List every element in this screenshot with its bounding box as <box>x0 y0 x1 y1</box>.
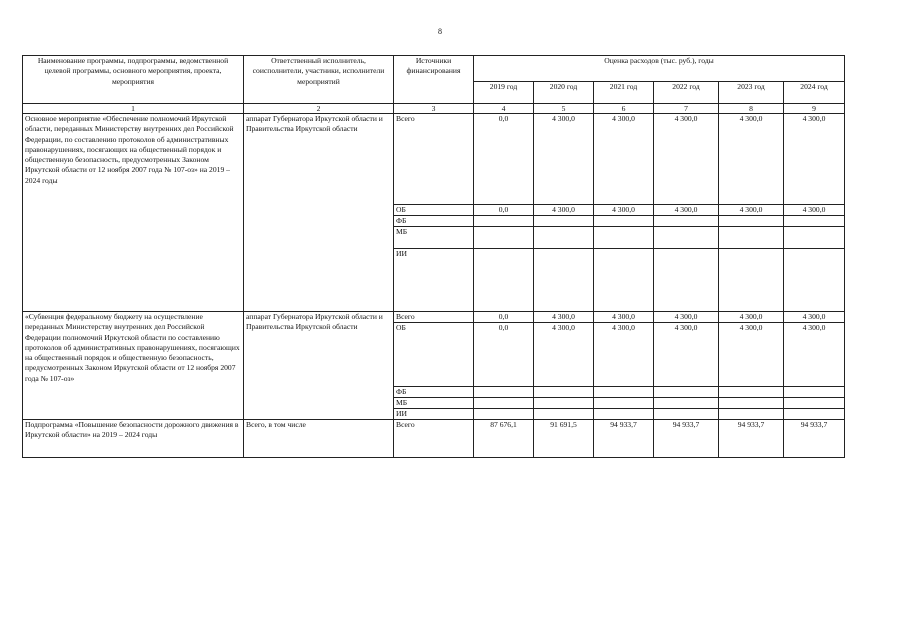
header-estimate: Оценка расходов (тыс. руб.), годы <box>474 56 845 82</box>
header-executor: Ответственный исполнитель, соисполнители, участники, исполнители мероприятий <box>244 56 394 104</box>
value-cell <box>474 409 534 420</box>
value-cell: 4 300,0 <box>534 323 594 387</box>
value-cell: 4 300,0 <box>594 114 654 205</box>
source-label: Всего <box>394 420 474 458</box>
source-label: Всего <box>394 114 474 205</box>
value-cell: 4 300,0 <box>719 312 784 323</box>
row-name: Подпрограмма «Повышение безопасности дорожного движения в Иркутской области» на 2019 – 2024 годы <box>23 420 244 458</box>
source-label: Всего <box>394 312 474 323</box>
value-cell: 4 300,0 <box>594 312 654 323</box>
value-cell: 0,0 <box>474 205 534 216</box>
value-cell <box>784 227 845 249</box>
source-label: ФБ <box>394 387 474 398</box>
value-cell <box>719 387 784 398</box>
header-year: 2019 год <box>474 82 534 104</box>
value-cell: 4 300,0 <box>784 205 845 216</box>
value-cell <box>534 409 594 420</box>
value-cell: 4 300,0 <box>784 312 845 323</box>
value-cell: 4 300,0 <box>534 312 594 323</box>
value-cell: 94 933,7 <box>719 420 784 458</box>
value-cell <box>474 227 534 249</box>
source-label: ИИ <box>394 409 474 420</box>
value-cell <box>474 398 534 409</box>
value-cell: 4 300,0 <box>594 205 654 216</box>
value-cell: 4 300,0 <box>654 323 719 387</box>
header-year: 2023 год <box>719 82 784 104</box>
value-cell <box>654 387 719 398</box>
value-cell: 4 300,0 <box>654 114 719 205</box>
column-number: 1 <box>23 104 244 114</box>
column-number: 6 <box>594 104 654 114</box>
value-cell <box>654 216 719 227</box>
row-name: Основное мероприятие «Обеспечение полномочий Иркутской области, переданных Министерству внутренних дел Российской Федерации, по составлению протоколов об административных правонарушениях, посягающих на общественный порядок и общественную безопасность, предусмотренных Законом Иркутской области от 12 ноября 2007 года № 107-оз» на 2019 – 2024 годы <box>23 114 244 312</box>
table-row <box>23 114 845 205</box>
value-cell: 4 300,0 <box>784 114 845 205</box>
value-cell <box>784 387 845 398</box>
value-cell <box>534 216 594 227</box>
value-cell <box>594 409 654 420</box>
value-cell <box>654 409 719 420</box>
header-year: 2022 год <box>654 82 719 104</box>
value-cell: 94 933,7 <box>784 420 845 458</box>
value-cell <box>784 398 845 409</box>
value-cell <box>474 216 534 227</box>
value-cell: 87 676,1 <box>474 420 534 458</box>
column-number: 4 <box>474 104 534 114</box>
value-cell <box>474 387 534 398</box>
value-cell <box>594 216 654 227</box>
source-label: ИИ <box>394 249 474 312</box>
value-cell: 0,0 <box>474 312 534 323</box>
row-name: «Субвенция федеральному бюджету на осуществление переданных Министерству внутренних дел Российской Федерации полномочий Иркутской области по составлению протоколов об административных правонарушениях, посягающих на общественный порядок и общественную безопасность, предусмотренных Законом Иркутской области от 12 ноября 2007 года № 107-оз» <box>23 312 244 420</box>
source-label: МБ <box>394 227 474 249</box>
value-cell <box>594 227 654 249</box>
value-cell: 0,0 <box>474 114 534 205</box>
row-executor: Всего, в том числе <box>244 420 394 458</box>
value-cell <box>594 387 654 398</box>
value-cell <box>784 409 845 420</box>
header-sources: Источники финансирования <box>394 56 474 104</box>
value-cell: 4 300,0 <box>719 114 784 205</box>
value-cell <box>474 249 534 312</box>
value-cell <box>654 227 719 249</box>
value-cell <box>534 398 594 409</box>
value-cell: 4 300,0 <box>719 205 784 216</box>
value-cell <box>534 227 594 249</box>
value-cell <box>594 249 654 312</box>
value-cell: 4 300,0 <box>594 323 654 387</box>
column-number: 8 <box>719 104 784 114</box>
column-number: 3 <box>394 104 474 114</box>
column-number: 5 <box>534 104 594 114</box>
value-cell <box>784 249 845 312</box>
value-cell <box>719 398 784 409</box>
value-cell <box>534 387 594 398</box>
table-row <box>23 312 845 323</box>
value-cell: 91 691,5 <box>534 420 594 458</box>
value-cell: 4 300,0 <box>654 312 719 323</box>
value-cell <box>719 409 784 420</box>
source-label: МБ <box>394 398 474 409</box>
table-row <box>23 420 845 458</box>
value-cell <box>654 398 719 409</box>
value-cell <box>594 398 654 409</box>
value-cell <box>719 216 784 227</box>
value-cell <box>719 227 784 249</box>
page-number: 8 <box>438 27 442 36</box>
source-label: ФБ <box>394 216 474 227</box>
row-executor: аппарат Губернатора Иркутской области и Правительства Иркутской области <box>244 312 394 420</box>
value-cell <box>719 249 784 312</box>
header-year: 2020 год <box>534 82 594 104</box>
expenses-table <box>22 55 845 458</box>
value-cell: 4 300,0 <box>534 205 594 216</box>
column-number: 9 <box>784 104 845 114</box>
header-year: 2024 год <box>784 82 845 104</box>
value-cell: 94 933,7 <box>654 420 719 458</box>
value-cell: 94 933,7 <box>594 420 654 458</box>
column-number: 7 <box>654 104 719 114</box>
source-label: ОБ <box>394 323 474 387</box>
value-cell <box>654 249 719 312</box>
value-cell: 0,0 <box>474 323 534 387</box>
column-number: 2 <box>244 104 394 114</box>
value-cell: 4 300,0 <box>534 114 594 205</box>
value-cell <box>784 216 845 227</box>
value-cell: 4 300,0 <box>719 323 784 387</box>
header-year: 2021 год <box>594 82 654 104</box>
column-number-row <box>23 104 845 114</box>
value-cell: 4 300,0 <box>654 205 719 216</box>
row-executor: аппарат Губернатора Иркутской области и Правительства Иркутской области <box>244 114 394 312</box>
value-cell <box>534 249 594 312</box>
header-name: Наименование программы, подпрограммы, ведомственной целевой программы, основного мероприятия, проекта, мероприятия <box>23 56 244 104</box>
source-label: ОБ <box>394 205 474 216</box>
value-cell: 4 300,0 <box>784 323 845 387</box>
